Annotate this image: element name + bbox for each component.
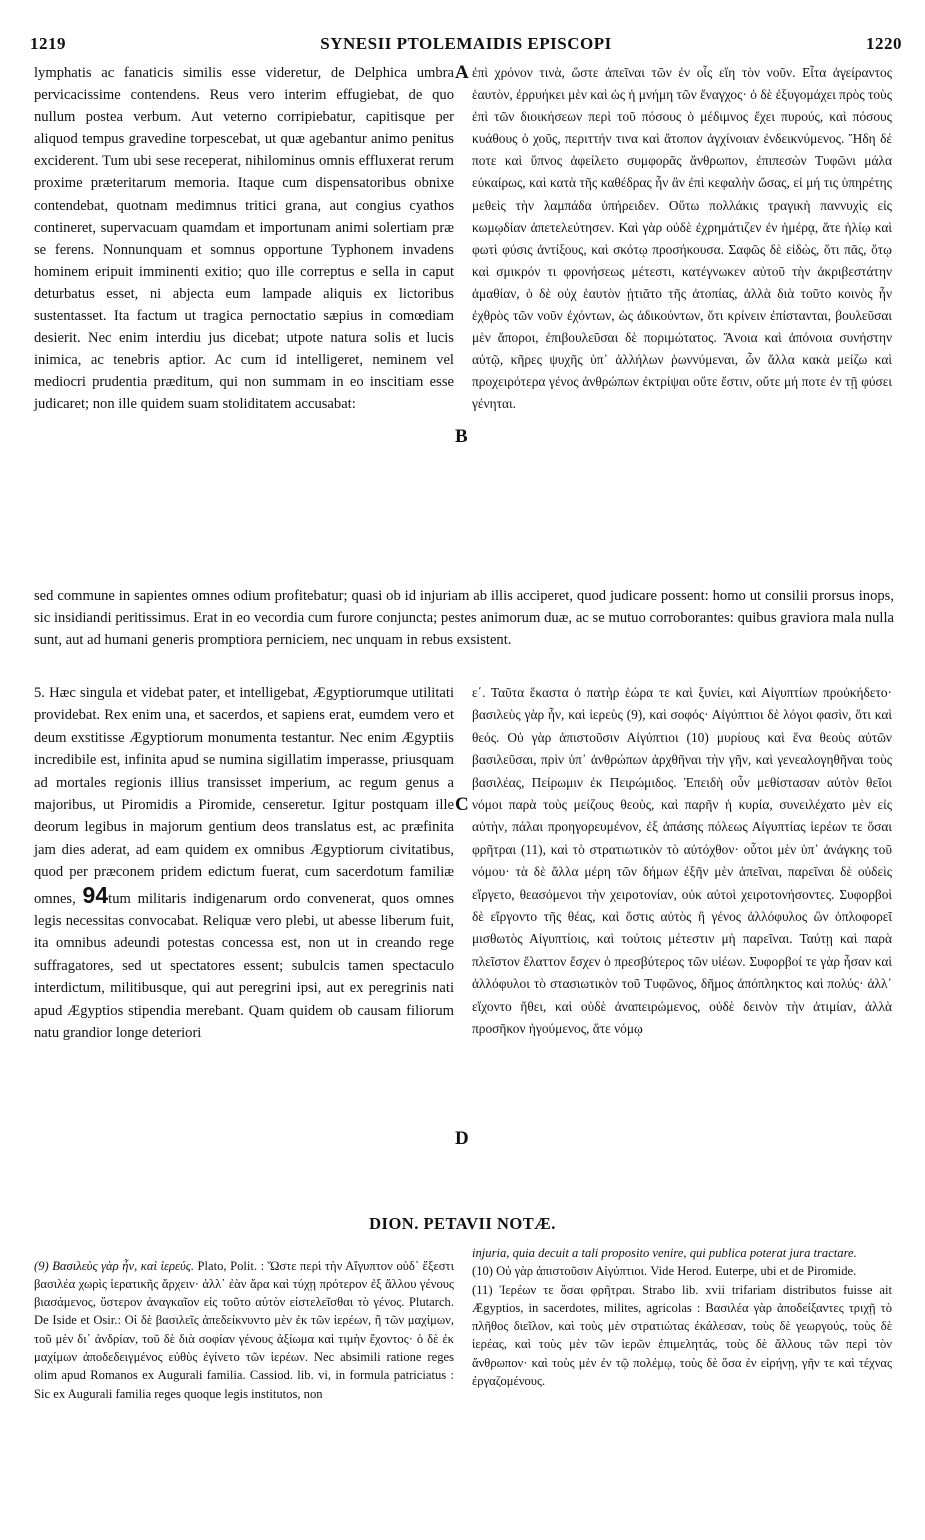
greek-column-top <box>472 62 892 416</box>
latin-text-a: 5. Hæc singula et videbat pater, et intelligebat, Ægyptiorumque utilitati providebat. Rex enim una, et sacerdos, et sapiens erat, eumdem vero et deum exstitisse Ægyptiorum monumenta testantur. Nec enim Ægyptiis incredibile est, infinita apud se numina sigillatim imperasse, priusquam ad mortales regionis illius transisset imperium, ac regum genus a majoribus, ut Piromidis a Piromide, censeretur. Igitur postquam ille deorum legibus in majorum gentium deos translatus est, ac præfinita jam dies aderat, ad eam quidem ex omnibus Ægyptiorum civitatibus, quod per præconem pridem edictum fuerat, cum sacerdotum familiæ omnes, <box>34 685 454 907</box>
greek-paragraph-5: ε΄. Ταῦτα ἕκαστα ὁ πατὴρ ἑώρα τε καὶ ξυνίει, καὶ Αἰγυπτίων προὐκήδετο· βασιλεὺς γὰρ ἦν, καὶ ἱερεὺς (9), καὶ σοφός· Αἰγύπτιοι δὲ λόγοι φασὶν, ὅτι καὶ θεός. Οὐ γὰρ ἀπιστοῦσιν Αἰγύπτιοι (10) μυρίους καὶ ἕνα θεοὺς αὐτῶν βασιλεῦσαι, πρὶν ὑπ᾽ ἀνθρώπων ἀρχθῆναι τὴν γῆν, καὶ γενεαλογηθῆναι τοὺς βασιλέας, Πείρωμιν ἐκ Πειρώμιδος. Ἐπειδὴ οὖν μεθίστασαν αὐτὸν θεῖοι νόμοι παρὰ τοὺς μείζους θεοὺς, καὶ παρῆν ἡ κυρία, συνειλέχατο μὲν εἰς αὐτὴν, πάλαι προηγορευμένον, ἐξ ἁπάσης πόλεως Αἰγυπτίας ἱερέων τε ὅσαι φρῆτραι (11), καὶ τὸ στρατιωτικὸν τὸ αὐτόχθον· οὗτοι μὲν ὑπ᾽ ἀνάγκης τοῦ νόμου· τὰ δὲ ἄλλα μέρη τῶν δήμων ἐξῆν μὲν ἀπεῖναι, παρεῖναι δὲ οὐδεὶς εἴργετο, θεασόμενοι τὴν χειροτονίαν, οὐκ αὐτοὶ χειροτονήσοντες. Συφορβοὶ δὲ εἴργοντο τῆς θέας, καὶ ὅστις αὐτὸς ἢ γένος ἀλλόφυλος ὢν ὁπλοφορεῖ μισθωτὸς Αἰγυπτίοις, καὶ τούτοις μέτεστιν μὴ παρεῖναι. Ταύτῃ καὶ παρὰ πλεῖστον ἔλαττον ἔσχεν ὁ πρεσβύτερος τῶν υἱέων. Συφορβοί τε γὰρ ἦσαν καὶ ἀλλόφυλοι τὸ στασιωτικὸν τοῦ Τυφῶνος, δῆμος ἀπόπληκτος καὶ πολύς· ἀλλ᾽ εἴχοντο ἤθει, καὶ οὐδὲ ἀναπειρώμενος, οὐδὲ δεινὸν τὴν ἀτιμίαν, ἀλλὰ προσῆκον ἡγούμενος, ἅτε νόμῳ <box>472 685 892 1037</box>
section-marker-b: B <box>455 426 468 447</box>
note-11: (11) Ἱερέων τε ὅσαι φρῆτραι. Strabo lib. xvii trifariam distributos fuisse ait Ægyptios, in sacerdotes, milites, agricolas : Βασιλέα γὰρ ἀποδείξαντες τριχῇ τὸ πλῆθος διεῖλον, καὶ τοὺς μὲν στρατιώτας ἐκάλεσαν, τοὺς δὲ γεωργούς, τοὺς δὲ ἱερέας, καὶ τοὺς μὲν τῶν ἱερῶν ἐπιμελητάς, τοὺς δὲ ἄλλους τῶν περὶ τὸν ἄνθρωπον· καὶ τοὺς μὲν ἐν τῷ πολέμῳ, τοὺς δὲ ὅσα ἐν εἰρήνῃ, γῆν τε καὶ τέχνας ἐργαζομένους. <box>472 1282 892 1389</box>
latin-paragraph: lymphatis ac fanaticis similis esse videretur, de Delphica umbra pervicacissime contendens. Reus vero interim effugiebat, de quo nullum postea verbum. Aut veterno corripiebatur, capitisque per aliquod tempus gravedine torpescebat, ut quæ agebantur animo penitus exciderent. Tum ubi sese receperat, nihilominus omnis effluxerat rerum proxime præteritarum memoria. Itaque cum dispensatoribus obnixe contendebat, quotnam medimnus tritici grana, aut congius cyathos contineret, supervacuam quamdam et importunam animi solertiam præ se ferens. Nonnunquam et somnus opportune Typhonem invadens hominem eripuit imminenti exitio; quo ille correptus e sella in caput deturbatus esset, ni abjecta eum lampade aliquis ex lictoribus sustentasset. Ita factum ut tragica pernoctatio sæpius in comœdiam desierit. Nec enim interdiu jus dicebat; utpote natura solis et lucis inimica, ac tenebris aptior. Ac cum id intelligeret, neminem vel mediocri prudentia præditum, qui non summam in eo inscitiam esse judicaret; non ille quidem suam stoliditatem accusabat: <box>34 65 454 413</box>
section-marker-d: D <box>455 1128 469 1149</box>
note-9 <box>34 1257 454 1403</box>
note-10: (10) Οὐ γὰρ ἀπιστοῦσιν Αἰγύπτιοι. Vide Herod. Euterpe, ubi et de Piromide. <box>472 1264 857 1279</box>
greek-paragraph: ἐπὶ χρόνον τινὰ, ὥστε ἀπεῖναι τῶν ἐν οἷς εἴη τὸν νοῦν. Εἶτα ἀγείραντος ἑαυτὸν, ἐρρυήκει μὲν καὶ ὡς ἡ μνήμη τῶν ἔναγχος· ὁ δὲ ἐξυγομάχει πρὸς τοὺς ἐπὶ τῶν διοικήσεων περὶ τοῦ πόσους ὁ μέδιμνος ἔχει πυρούς, καὶ πόσους κυάθους ὁ χοῦς, περιττήν τινα καὶ ἄτοπον ἀγχίνοιαν ἐνδεικνύμενος. Ἤδη δέ ποτε καὶ ὕπνος ἀφείλετο συμφορᾶς ἄνθρωπον, ἐπιπεσὼν Τυφῶνι μάλα εὐκαίρως, καὶ κατὰ τῆς καθέδρας ἦν ἂν ἐπὶ κεφαλὴν ὤσας, εἰ μή τις ὑπηρέτης μεθεὶς τὴν λαμπάδα ὑπήρειδεν. Οὕτω πολλάκις τραγικὴ παννυχὶς εἰς κωμῳδίαν ἀπετελεύτησεν. Καὶ γὰρ οὐδὲ ἐχρημάτιζεν ἐν ἡμέρᾳ, ἅτε ἡλίῳ καὶ φωτὶ φύσις ἀντίξους, καὶ σκότῳ προσήκουσα. Σαφῶς δὲ εἰδὼς, ὅτι πᾶς, ὅτῳ καὶ σμικρόν τι φρονήσεως μέτεστι, κατέγνωκεν αὐτοῦ τὴν ἀκριβεστάτην ἀμαθίαν, ὁ δὲ οὐχ ἑαυτὸν ᾐτιᾶτο τῆς ἀτοπίας, ἀλλὰ διὰ τοῦτο κοινὸς ἦν ἐχθρὸς τῶν νοῦν ἐχόντων, ὡς ἀδικούντων, ὅτι κρίνειν ἐπίστανται, βουλεῦσαι μὲν ἄποροι, ἐπιβουλεῦσαι δὲ ποριμώτατος. Ἄνοια καὶ ἀπόνοια συνήστην αὐτῷ, κῆρες ψυχῆς ὑπ᾽ ἀλλήλων ῥωννύμεναι, ὧν ἄλλα κακὰ μείζω καὶ προχειρότερα γένος ἀνθρώπων ἐκτρίψαι οὔτε ἔστιν, οὔτε μή ποτε ἐν τῇ φύσει γένηται. <box>472 65 892 412</box>
latin-full-width <box>34 585 894 651</box>
column-number: 94 <box>82 881 109 908</box>
section-marker-a: A <box>455 62 469 83</box>
latin-column-top <box>34 62 454 416</box>
page-number-right: 1220 <box>866 34 902 53</box>
note-9-continuation <box>472 1244 892 1262</box>
section-marker-c: C <box>455 794 469 815</box>
latin-paragraph-5 <box>34 682 454 1045</box>
notes-left-column <box>34 1244 454 1416</box>
running-header <box>30 34 902 58</box>
note-9-cont-text: injuria, quia decuit a tali proposito venire, qui publica poterat jura tractare. <box>472 1246 857 1260</box>
greek-column-bottom <box>472 682 892 1041</box>
notes-right-column <box>472 1244 892 1390</box>
latin-column-bottom <box>34 682 454 1045</box>
running-title: SYNESII PTOLEMAIDIS EPISCOPI <box>320 34 612 53</box>
note-9-heading: (9) Βασιλεὺς γὰρ ἦν, καὶ ἱερεύς. <box>34 1258 194 1273</box>
note-9-body: Plato, Polit. : Ὥστε περὶ τὴν Αἴγυπτον οὐδ᾽ ἔξεστι βασιλέα χωρὶς ἱερατικῆς ἄρχειν· ἀλλ᾽ ἐὰν ἄρα καὶ τύχῃ πρότερον ἐξ ἄλλου γένους βιασάμενος, ὕστερον ἀναγκαῖον εἰς τοῦτο αὐτὸν εἰστελεῖσθαι τὸ γένος. Plutarch. De Iside et Osir.: Οἱ δὲ βασιλεῖς ἀπεδείκνυντο μὲν ἐκ τῶν ἱερέων, ἢ τῶν μαχίμων, τοῦ μὲν δι᾽ ἀνδρίαν, τοῦ δὲ διὰ σοφίαν γένους ἀξίωμα καὶ τιμὴν ἔχοντος· ὁ δὲ ἐκ μαχίμων ἀποδεδειγμένος εὐθὺς ἐγίνετο τῶν ἱερέων. Nec absimili ratione reges olim apud Romanos ex Augurali familia. Cassiod. lib. vi, in formula patriciatus : Sic ex Augurali familia reges quoque legis institutos, non <box>34 1258 454 1401</box>
notes-title: DION. PETAVII NOTÆ. <box>369 1214 556 1233</box>
latin-text-b: tum militaris indigenarum ordo convenerat, quos omnes legis necessitas convocabat. Reliquæ vero plebi, ut abesse liberum fuit, ita omnibus adeundi potestas concessa est, non ut in creando rege suffragatores, sed ut spectatores essent; subulcis tamen spectaculo interdictum, militibusque, qui aut peregrini ipsi, aut ex peregrinis nati apud Ægyptios stipendia merebant. Quam quidem ob causam filiorum natu grandior longe deteriori <box>34 890 454 1042</box>
latin-paragraph-full: sed commune in sapientes omnes odium profitebatur; quasi ob id injuriam ab illis acciperet, quod judicare possent: homo ut consilii prorsus inops, sic insidiandi peritissimus. Erat in eo vecordia cum furore conjuncta; pestes animorum duæ, ac se mutuo corroborantes: quibus graviora mala nulla sunt, aut ad humani generis promptiora perniciem, nec unquam in rebus exsistent. <box>34 588 894 649</box>
page-number-left: 1219 <box>30 34 66 53</box>
